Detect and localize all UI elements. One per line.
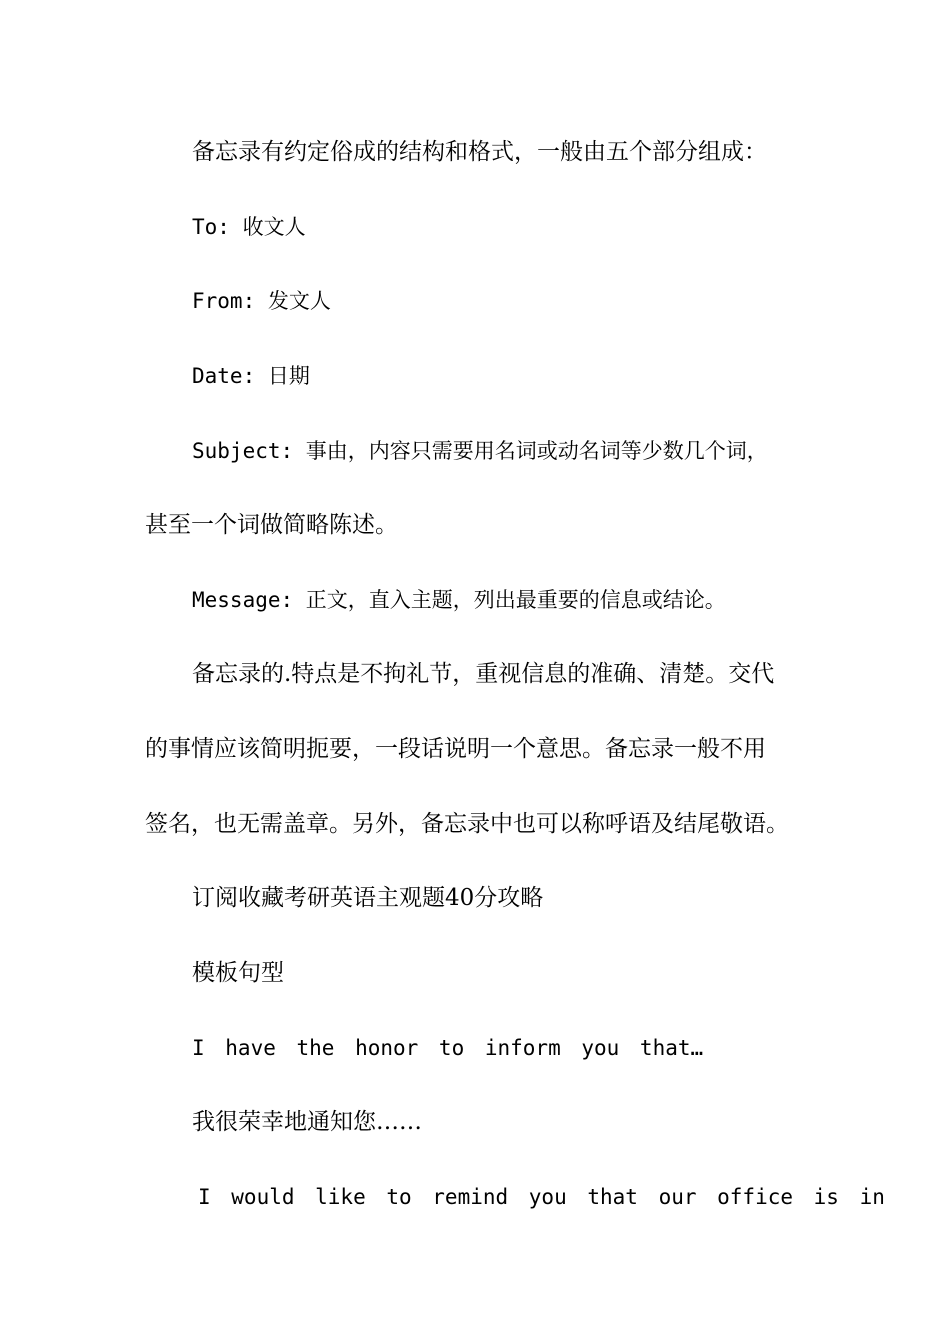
- template-sentence-english-2: I would like to remind you that our office is in: [198, 1185, 885, 1209]
- subscribe-guide-line: 订阅收藏考研英语主观题40分攻略: [192, 885, 544, 911]
- memo-structure-intro: 备忘录有约定俗成的结构和格式，一般由五个部分组成：: [192, 139, 767, 165]
- memo-message-line: Message: 正文，直入主题，列出最重要的信息或结论。: [192, 588, 726, 612]
- memo-features-paragraph-line-3: 签名，也无需盖章。另外，备忘录中也可以称呼语及结尾敬语。: [145, 811, 789, 837]
- memo-features-paragraph-line-2: 的事情应该简明扼要，一段话说明一个意思。备忘录一般不用: [145, 736, 766, 762]
- template-sentence-english-1: I have the honor to inform you that…: [192, 1036, 704, 1060]
- memo-features-paragraph-line-1: 备忘录的.特点是不拘礼节，重视信息的准确、清楚。交代: [192, 661, 775, 687]
- template-sentence-chinese-1: 我很荣幸地通知您……: [192, 1109, 422, 1135]
- memo-date-line: Date: 日期: [192, 364, 310, 388]
- memo-subject-continuation: 甚至一个词做简略陈述。: [145, 512, 398, 538]
- memo-to-line: To: 收文人: [192, 215, 306, 239]
- memo-from-line: From: 发文人: [192, 289, 331, 313]
- memo-subject-line: Subject: 事由，内容只需要用名词或动名词等少数几个词，: [192, 439, 768, 463]
- template-sentences-heading: 模板句型: [192, 960, 284, 986]
